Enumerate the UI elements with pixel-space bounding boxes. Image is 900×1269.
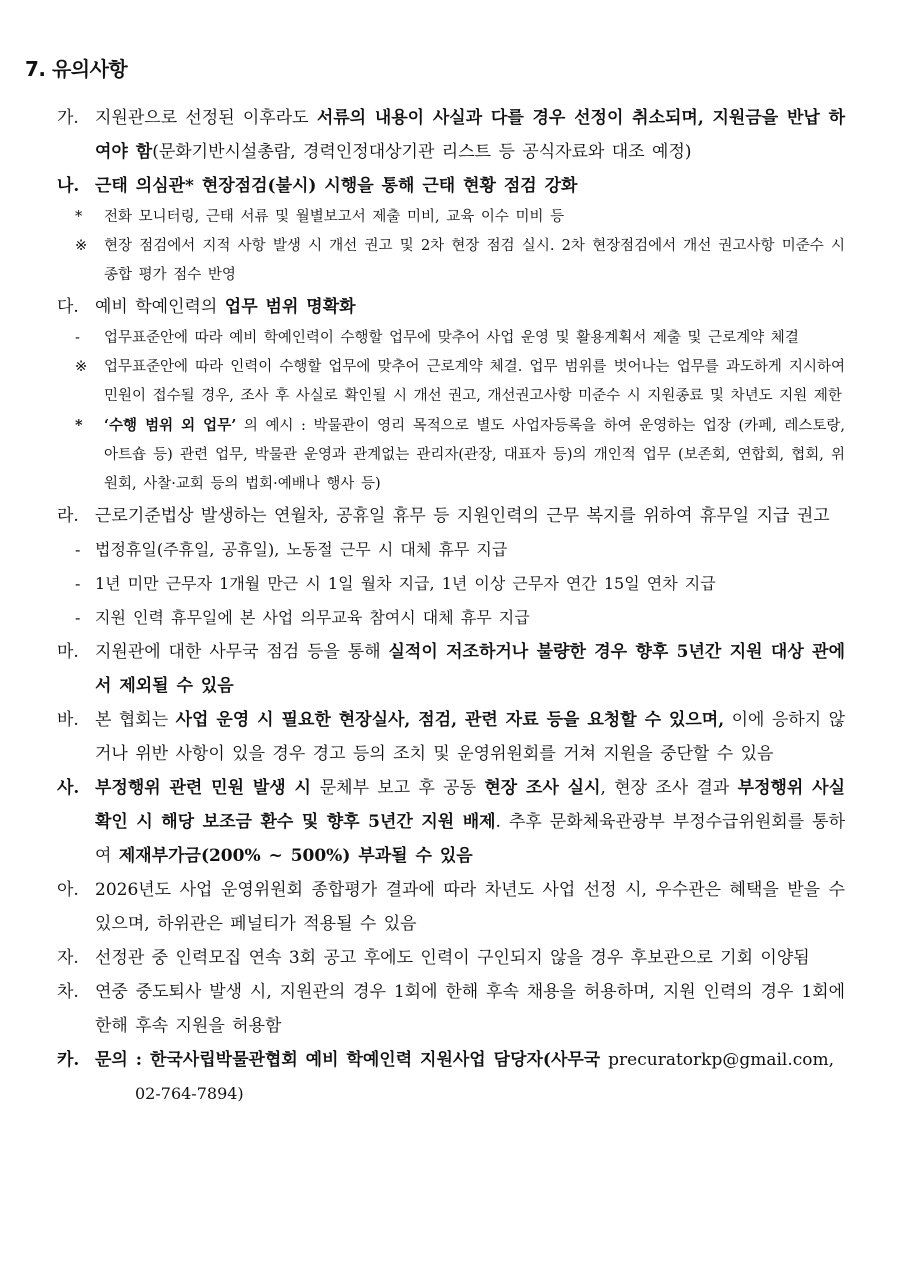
notice-item	[75, 203, 845, 232]
notice-item	[135, 1077, 845, 1110]
item-text: 지원관에 대한 사무국 점검 등을 통해	[95, 642, 389, 662]
item-text: (문화기반시설총람, 경력인정대상기관 리스트 등 공식자료와 대조 예정)	[152, 142, 692, 162]
item-text: precuratorkp@gmail.com,	[608, 1050, 835, 1070]
notice-item	[57, 873, 845, 941]
item-label: 라.	[57, 506, 79, 526]
item-text: 서류의 내용이 사실과 다를 경우 선정이 취소되며, 지원금을 반납 하여야 함	[95, 108, 845, 162]
notice-list	[0, 101, 900, 1110]
item-text: 전화 모니터링, 근태 서류 및 월별보고서 제출 미비, 교육 이수 미비 등	[104, 209, 565, 225]
item-label: 카.	[57, 1050, 80, 1070]
item-text: 문의 : 한국사립박물관협회 예비 학예인력 지원사업 담당자(사무국	[95, 1050, 609, 1070]
notice-item	[75, 567, 845, 601]
item-label: 마.	[57, 642, 79, 662]
item-text: , 현장 조사 결과	[600, 778, 738, 798]
item-text: 근로기준법상 발생하는 연월차, 공휴일 휴무 등 지원인력의 근무 복지를 위하여 휴무일 지급 권고	[95, 506, 830, 526]
item-label: 다.	[57, 297, 79, 317]
item-text: 2026년도 사업 운영위원회 종합평가 결과에 따라 차년도 사업 선정 시, 우수관은 혜택을 받을 수 있으며, 하위관은 페널티가 적용될 수 있음	[95, 880, 845, 934]
item-text: 제재부가금(200% ~ 500%) 부과될 수 있음	[118, 846, 473, 866]
item-text: 근태 의심관* 현장점검(불시) 시행을 통해 근태 현황 점검 강화	[95, 176, 578, 196]
item-label: ※	[75, 359, 88, 375]
item-text: 법정휴일(주휴일, 공휴일), 노동절 근무 시 대체 휴무 지급	[95, 540, 508, 559]
item-label: -	[75, 540, 81, 559]
item-text: 예비 학예인력의	[95, 297, 225, 317]
notice-item	[75, 411, 845, 499]
notice-item	[57, 975, 845, 1043]
item-text: 실적이 저조하거나 불량한 경우 향후 5년간 지원 대상 관에서 제외될 수 있음	[95, 642, 845, 696]
item-label: -	[75, 574, 81, 593]
item-label: 자.	[57, 948, 79, 968]
notice-item	[75, 533, 845, 567]
item-label: -	[75, 608, 81, 627]
item-text: 현장 조사 실시	[484, 778, 601, 798]
item-text: 의 예시 : 박물관이 영리 목적으로 별도 사업자등록을 하여 운영하는 업장 (카페, 레스토랑, 아트숍 등) 관련 업무, 박물관 운영과 관계없는 관리자(관장, 대표자 등)의 개인적 업무 (보존회, 연합회, 협회, 위원회, 사찰·교회 등의 법회·예배나 행사 등)	[104, 418, 845, 492]
item-label: 차.	[57, 982, 79, 1002]
notice-item	[75, 232, 845, 290]
item-label: *	[75, 209, 83, 225]
notice-item	[75, 601, 845, 635]
item-label: 가.	[57, 108, 79, 128]
item-text: . 추후 문화체육관광부 부정수급위원회를 통하여	[95, 812, 845, 866]
section-title: 7. 유의사항	[25, 57, 128, 81]
notice-item	[57, 635, 845, 703]
item-text: 업무 범위 명확화	[224, 297, 356, 317]
item-label: 아.	[57, 880, 79, 900]
item-text: 부정행위 사실 확인 시 해당 보조금 환수 및 향후 5년간 지원 배제	[95, 778, 846, 832]
notice-item	[75, 324, 845, 353]
item-text: 업무표준안에 따라 인력이 수행할 업무에 맞추어 근로계약 체결. 업무 범위를 벗어나는 업무를 과도하게 지시하여 민원이 접수될 경우, 조사 후 사실로 확인될 시 개선 권고, 개선권고사항 미준수 시 지원종료 및 차년도 지원 제한	[104, 359, 845, 404]
item-label: ※	[75, 238, 88, 254]
item-text: 선정관 중 인력모집 연속 3회 공고 후에도 인력이 구인되지 않을 경우 후보관으로 기회 이양됨	[95, 948, 810, 968]
item-text: 부정행위 관련 민원 발생 시	[95, 778, 320, 798]
notice-item	[57, 771, 846, 873]
item-text: 1년 미만 근무자 1개월 만근 시 1일 월차 지급, 1년 이상 근무자 연간 15일 연차 지급	[95, 574, 716, 593]
item-label: 바.	[57, 710, 79, 730]
notice-item	[57, 1043, 845, 1077]
notice-item	[57, 169, 845, 203]
item-text: 업무표준안에 따라 예비 학예인력이 수행할 업무에 맞추어 사업 운영 및 활용계획서 제출 및 근로계약 체결	[104, 330, 799, 346]
item-label: *	[75, 417, 83, 434]
notice-item	[57, 703, 845, 771]
notice-item	[57, 101, 845, 169]
item-text: 연중 중도퇴사 발생 시, 지원관의 경우 1회에 한해 후속 채용을 허용하며, 지원 인력의 경우 1회에 한해 후속 지원을 허용함	[95, 982, 845, 1036]
item-label: 사.	[57, 778, 80, 798]
item-text: 사업 운영 시 필요한 현장실사, 점검, 관련 자료 등을 요청할 수 있으며,	[175, 710, 725, 730]
notice-item	[57, 941, 845, 975]
item-text: 이에 응하지 않거나 위반 사항이 있을 경우 경고 등의 조치 및 운영위원회를 거쳐 지원을 중단할 수 있음	[95, 710, 845, 764]
item-label: -	[75, 330, 80, 346]
notice-item	[57, 499, 845, 533]
item-label: 나.	[57, 176, 80, 196]
item-text: 지원관으로 선정된 이후라도	[95, 108, 317, 128]
item-text: 지원 인력 휴무일에 본 사업 의무교육 참여시 대체 휴무 지급	[95, 608, 530, 627]
notice-item	[75, 353, 845, 411]
item-text: ‘수행 범위 외 업무’	[104, 417, 237, 434]
item-text: 본 협회는	[95, 710, 176, 730]
item-text: 02-764-7894)	[135, 1084, 244, 1103]
notice-item	[57, 290, 845, 324]
item-text: 문체부 보고 후 공동	[319, 778, 485, 798]
item-text: 현장 점검에서 지적 사항 발생 시 개선 권고 및 2차 현장 점검 실시. 2차 현장점검에서 개선 권고사항 미준수 시 종합 평가 점수 반영	[104, 238, 845, 283]
